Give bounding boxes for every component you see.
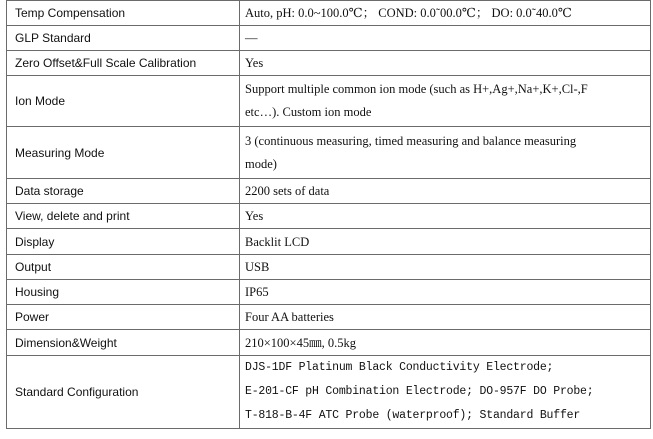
table-row bbox=[7, 305, 651, 330]
row-label-calibration: Zero Offset&Full Scale Calibration bbox=[7, 51, 240, 76]
row-label-output: Output bbox=[7, 255, 240, 280]
table-row bbox=[7, 255, 651, 280]
table-row bbox=[7, 280, 651, 305]
ion-mode-line-1: Support multiple common ion mode (such as H+,Ag+,Na+,K+,Cl-,F bbox=[245, 82, 588, 96]
table-row bbox=[7, 26, 651, 51]
row-label-housing: Housing bbox=[7, 280, 240, 305]
config-line-3: T-818-B-4F ATC Probe (waterproof); Standard Buffer bbox=[245, 409, 581, 422]
row-label-dimension-weight: Dimension&Weight bbox=[7, 330, 240, 356]
row-value-temp-compensation: Auto, pH: 0.0~100.0℃； COND: 0.0˜00.0℃； DO: 0.0˜40.0℃ bbox=[240, 1, 651, 26]
row-value-display: Backlit LCD bbox=[240, 229, 651, 255]
row-value-view-delete-print: Yes bbox=[240, 204, 651, 229]
table-row bbox=[7, 76, 651, 127]
row-label-data-storage: Data storage bbox=[7, 179, 240, 204]
measuring-mode-line-2: mode) bbox=[245, 156, 277, 171]
table-row bbox=[7, 127, 651, 179]
row-value-glp-standard: — bbox=[240, 26, 651, 51]
table-row bbox=[7, 356, 651, 429]
row-value-ion-mode bbox=[240, 76, 651, 127]
row-value-standard-configuration bbox=[240, 356, 651, 429]
table-row bbox=[7, 204, 651, 229]
config-line-2: E-201-CF pH Combination Electrode; DO-957F DO Probe; bbox=[245, 385, 594, 398]
measuring-mode-line-1: 3 (continuous measuring, timed measuring and balance measuring bbox=[245, 133, 577, 148]
table-row bbox=[7, 179, 651, 204]
config-line-1: DJS-1DF Platinum Black Conductivity Electrode; bbox=[245, 361, 554, 374]
row-value-output: USB bbox=[240, 255, 651, 280]
row-label-display: Display bbox=[7, 229, 240, 255]
row-value-data-storage: 2200 sets of data bbox=[240, 179, 651, 204]
row-label-measuring-mode: Measuring Mode bbox=[7, 127, 240, 179]
row-value-power: Four AA batteries bbox=[240, 305, 651, 330]
table-row bbox=[7, 229, 651, 255]
row-label-view-delete-print: View, delete and print bbox=[7, 204, 240, 229]
row-value-measuring-mode bbox=[240, 127, 651, 179]
row-label-ion-mode: Ion Mode bbox=[7, 76, 240, 127]
table-row bbox=[7, 330, 651, 356]
row-label-standard-configuration: Standard Configuration bbox=[7, 356, 240, 429]
row-label-power: Power bbox=[7, 305, 240, 330]
table-row bbox=[7, 51, 651, 76]
spec-table bbox=[6, 0, 651, 429]
row-value-housing: IP65 bbox=[240, 280, 651, 305]
row-value-dimension-weight: 210×100×45㎜, 0.5kg bbox=[240, 330, 651, 356]
table-row bbox=[7, 1, 651, 26]
row-label-temp-compensation: Temp Compensation bbox=[7, 1, 240, 26]
ion-mode-line-2: etc…). Custom ion mode bbox=[245, 105, 372, 119]
row-value-calibration: Yes bbox=[240, 51, 651, 76]
row-label-glp-standard: GLP Standard bbox=[7, 26, 240, 51]
